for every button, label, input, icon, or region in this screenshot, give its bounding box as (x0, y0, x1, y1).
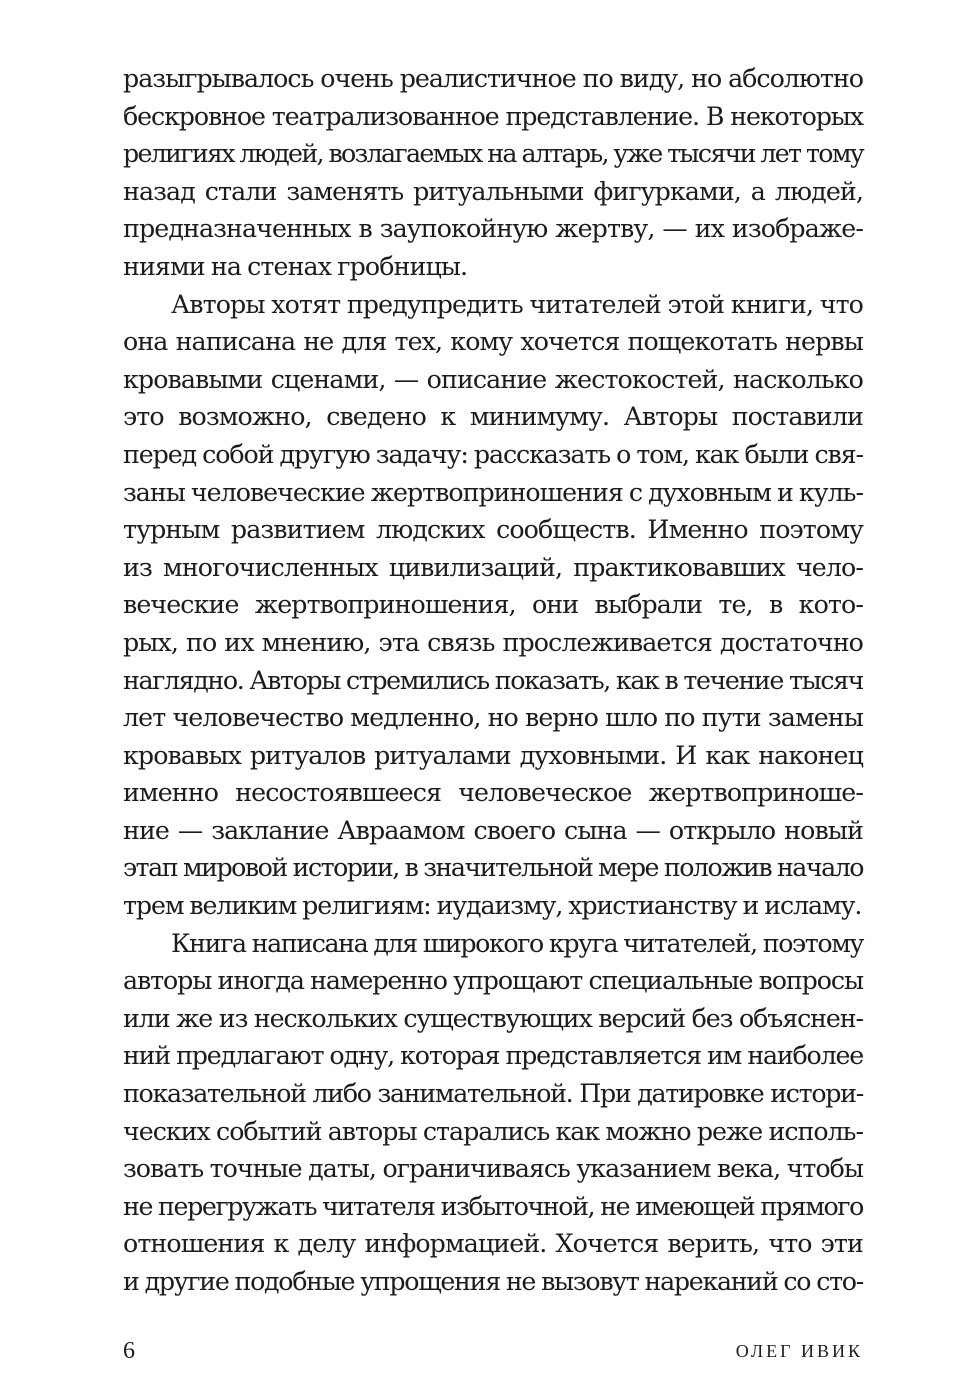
text-line: лет человечество медленно, но верно шло по пути замены (123, 703, 863, 733)
text-line: турным развитием людских сообществ. Именно поэтому (123, 515, 863, 545)
text-line: перед собой другую задачу: рассказать о том, как были свя- (123, 439, 863, 469)
text-line: кровавыми сценами, — описание жестокостей, насколько (123, 364, 863, 394)
text-line: наглядно. Авторы стремились показать, как в течение тысяч (123, 665, 863, 695)
paragraph-3 (123, 925, 863, 1301)
text-line: авторы иногда намеренно упрощают специальные вопросы (123, 966, 863, 996)
text-line: она написана не для тех, кому хочется пощекотать нервы (123, 327, 863, 357)
paragraph-2 (123, 286, 863, 925)
text-line: кровавых ритуалов ритуалами духовными. И как наконец (123, 740, 863, 770)
text-line: ческих событий авторы старались как можно реже исполь- (123, 1116, 863, 1146)
text-line: ниями на стенах гробницы. (123, 251, 468, 281)
text-line: и другие подобные упрощения не вызовут нареканий со сто- (123, 1267, 863, 1296)
text-line: именно несостоявшееся человеческое жертвоприноше- (123, 778, 863, 808)
running-head-author: ОЛЕГ ИВИК (735, 1341, 863, 1361)
text-line: не перегружать читателя избыточной, не имеющей прямого (123, 1191, 863, 1221)
text-line: предназначенных в заупокойную жертву, — их изображе- (123, 214, 863, 244)
text-line: или же из нескольких существующих версий без объяснен- (123, 1003, 863, 1033)
text-line: разыгрывалось очень реалистичное по виду, но абсолютно (123, 64, 863, 93)
text-line: заны человеческие жертвоприношения с духовным и куль- (123, 477, 863, 507)
text-line: это возможно, сведено к минимуму. Авторы поставили (123, 402, 863, 432)
text-line: назад стали заменять ритуальными фигурками, а людей, (123, 176, 863, 206)
text-line: из многочисленных цивилизаций, практиковавших чело- (123, 552, 863, 582)
text-line: зовать точные даты, ограничиваясь указанием века, чтобы (123, 1154, 863, 1184)
page-number: 6 (123, 1338, 135, 1364)
text-line: Книга написана для широкого круга читателей, поэтому (171, 928, 863, 958)
text-line: Авторы хотят предупредить читателей этой книги, что (171, 289, 863, 319)
text-line: этап мировой истории, в значительной мере положив начало (123, 853, 863, 883)
text-line: ний предлагают одну, которая представляется им наиболее (123, 1041, 863, 1071)
text-line: рых, по их мнению, эта связь прослеживается достаточно (123, 627, 863, 657)
body-text (123, 60, 863, 1301)
text-line: веческие жертвоприношения, они выбрали те, в кото- (123, 590, 863, 620)
text-line: ние — заклание Авраамом своего сына — открыло новый (123, 815, 863, 845)
text-line: религиях людей, возлагаемых на алтарь, уже тысячи лет тому (123, 139, 863, 169)
paragraph-1 (123, 60, 863, 286)
text-line: трем великим религиям: иудаизму, христианству и исламу. (123, 891, 862, 921)
page-footer (123, 1336, 863, 1366)
text-line: отношения к делу информацией. Хочется верить, что эти (123, 1229, 863, 1259)
text-line: показательной либо занимательной. При датировке истори- (123, 1079, 863, 1109)
text-line: бескровное театрализованное представление. В некоторых (123, 101, 863, 131)
